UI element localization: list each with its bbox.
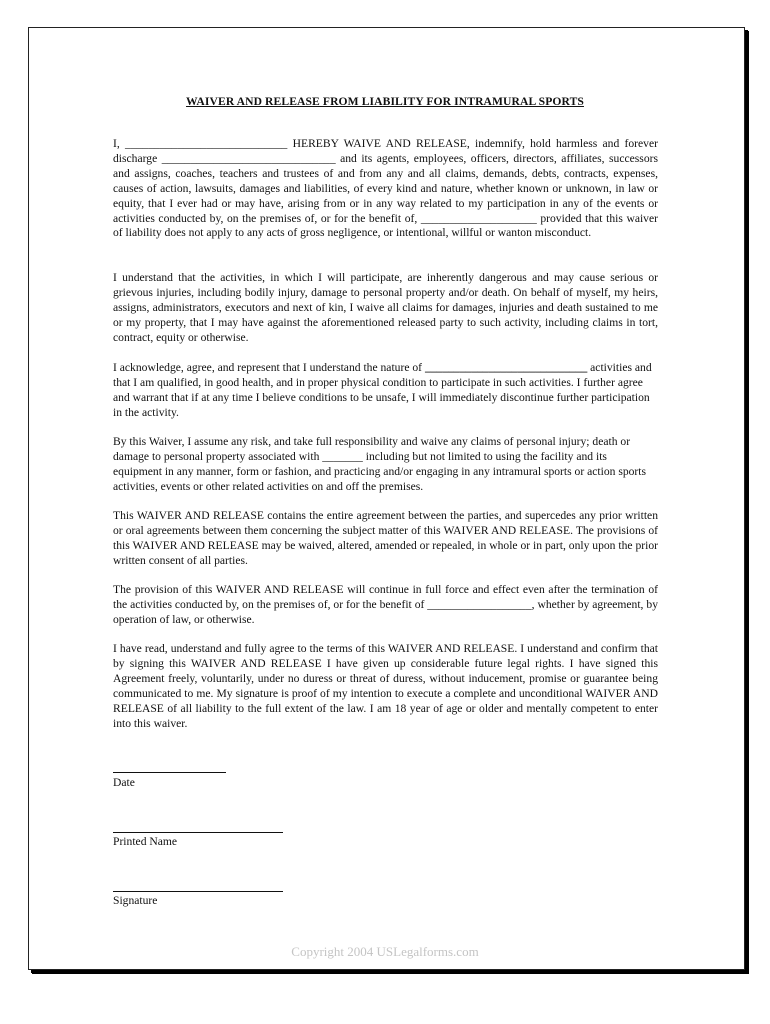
copyright-watermark: Copyright 2004 USLegalforms.com bbox=[291, 944, 479, 959]
signature-line[interactable] bbox=[113, 891, 283, 892]
paragraph-provision: The provision of this WAIVER AND RELEASE will continue in full force and effect even after the termination of the activities conducted by, on the premises of, or for the benefit of __________________, whether by agreement, by operation of law, or otherwise. bbox=[113, 583, 658, 626]
paragraph-read-understand: I have read, understand and fully agree to the terms of this WAIVER AND RELEASE. I understand and confirm that by signing this WAIVER AND RELEASE I have given up considerable future legal rights. I have signed this Agreement freely, voluntarily, under no duress or threat of duress, without inducement, promise or guarantee being communicated to me. My signature is proof of my intention to execute a complete and unconditional WAIVER AND RELEASE of all liability to the full extent of the law. I am 18 year of age or older and mentally competent to enter into this waiver. bbox=[113, 642, 658, 730]
printed-name-label: Printed Name bbox=[113, 835, 178, 848]
paragraph-assume-risk: By this Waiver, I assume any risk, and take full responsibility and waive any claims of personal injury; death or damage to personal property associated with _______ including but not limited to using the facility and its equipment in any manner, form or fashion, and practicing and/or engaging in any intramural sports or action sports activities, events or other related activities on and off the premises. bbox=[113, 435, 647, 493]
date-label: Date bbox=[113, 776, 135, 789]
date-line[interactable] bbox=[113, 772, 226, 773]
paragraph-risks: I understand that the activities, in which I will participate, are inherently dangerous and may cause serious or grievous injuries, including bodily injury, damage to personal property and/or death. On behalf of myself, my heirs, assigns, administrators, executors and next of kin, I waive all claims for damages, injuries and death sustained to me or my property, that I may have against the aforementioned released party to such activity, including claims in tort, contract, equity or otherwise. bbox=[113, 271, 658, 344]
document-title: WAIVER AND RELEASE FROM LIABILITY FOR INTRAMURAL SPORTS bbox=[186, 95, 584, 108]
printed-name-line[interactable] bbox=[113, 832, 283, 833]
paragraph-acknowledge-text-a: I acknowledge, agree, and represent that I understand the nature of bbox=[113, 361, 425, 374]
paragraph-release: I, ____________________________ HEREBY WAIVE AND RELEASE, indemnify, hold harmless and forever discharge ______________________________ and its agents, employees, officers, directors, affiliates, successors and assigns, coaches, teachers and trustees of and from any and all claims, demands, debts, contracts, expenses, causes of action, lawsuits, damages and liabilities, of every kind and nature, whether known or unknown, in law or equity, that I ever had or may have, arising from or in any way related to my participation in any of the events or activities conducted by, on the premises of, or for the benefit of, ____________________ provided that this waiver of liability does not apply to any acts of gross negligence, or intentional, willful or wanton misconduct. bbox=[113, 137, 658, 240]
signature-label: Signature bbox=[113, 894, 158, 907]
paragraph-acknowledge-text-b: activities and that I am qualified, in good health, and in proper physical condition to participate in such activities. I further agree and warrant that if at any time I believe conditions to be unsafe, I will immediately discontinue further participation in the activity. bbox=[113, 361, 652, 419]
activity-blank: ____________________________ bbox=[424, 361, 588, 374]
paragraph-entire-agreement: This WAIVER AND RELEASE contains the entire agreement between the parties, and supercedes any prior written or oral agreements between them concerning the subject matter of this WAIVER AND RELEASE. The provisions of this WAIVER AND RELEASE may be waived, altered, amended or repealed, in whole or in part, only upon the prior written consent of all parties. bbox=[113, 509, 658, 567]
paragraph-acknowledge bbox=[113, 361, 658, 421]
